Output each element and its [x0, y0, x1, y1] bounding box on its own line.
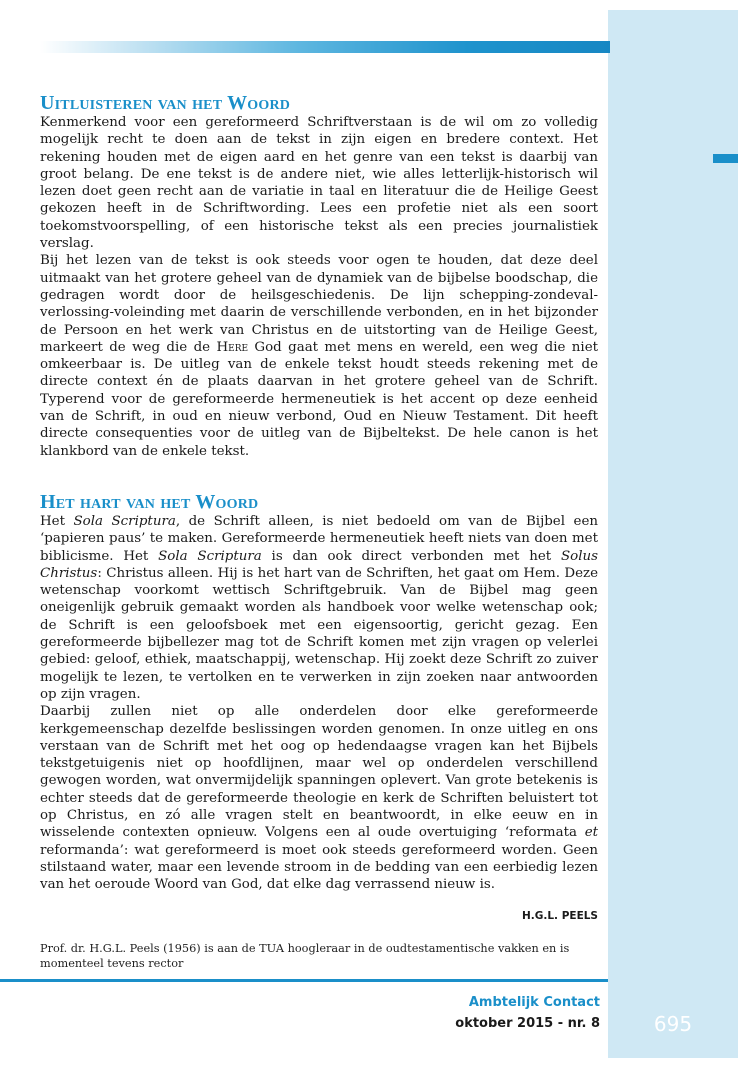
magazine-title: Ambtelijk Contact: [468, 995, 600, 1010]
author-signature: H.G.L. PEELS: [521, 910, 598, 923]
page-number: 695: [653, 1012, 693, 1036]
issue-info: oktober 2015 - nr. 8: [455, 1016, 600, 1031]
author-bio: Prof. dr. H.G.L. Peels (1956) is aan de TUA hoogleraar in de oudtestamentische vakken en is momenteel tevens rector: [40, 941, 570, 970]
footer-divider: [0, 979, 608, 982]
paragraph-2-2: Daarbij zullen niet op alle onderdelen door elke gereformeerde kerkgemeenschap dezelfde beslissingen worden genomen. In onze uitleg en ons verstaan van de Schrift met het oog op hedendaagse vragen kan het Bijbels tekstgetuigenis niet op hoofdlijnen, maar wel op onderdelen verschillend gewogen worden, wat onvermijdelijk spanningen oplevert. Van grote betekenis is echter steeds dat de gereformeerde theologie en kerk de Schriften beluistert tot op Christus, en zó alle vragen stelt en beantwoordt, in elke eeuw en in wisselende contexten opnieuw. Volgens een al oude overtuiging ‘reformata et reformanda’: wat gereformeerd is moet ook steeds gereformeerd worden. Geen stilstaand water, maar een levende stroom in de bedding van een eerbiedig lezen van het oeroude Woord van God, dat elke dag verrassend nieuw is.: [40, 704, 598, 893]
paragraph-1-1: Kenmerkend voor een gereformeerd Schriftverstaan is de wil om zo volledig mogelijk recht te doen aan de tekst in zijn eigen en bredere context. Het rekening houden met de eigen aard en het genre van een tekst is daarbij van groot belang. De ene tekst is de andere niet, wie alles letterlijk-historisch wil lezen doet geen recht aan de variatie in taal en literatuur die de Heilige Geest gekozen heeft in de Schriftwording. Lees een profetie niet als een soort toekomstvoorspelling, of een historische tekst als een precies journalistiek verslag.: [40, 115, 598, 252]
paragraph-1-2: Bij het lezen van de tekst is ook steeds voor ogen te houden, dat deze deel uitmaakt van het grotere geheel van de dynamiek van de bijbelse boodschap, die gedragen wordt door de heilsgeschiedenis. De lijn schepping-zondeval-verlossing-voleinding met daarin de verschillende verbonden, en in het bijzonder de Persoon en het werk van Christus en de uitstorting van de Heilige Geest, markeert de weg die de Here God gaat met mens en wereld, een weg die niet omkeerbaar is. De uitleg van de enkele tekst houdt steeds rekening met de directe context én de plaats daarvan in het grotere geheel van de Schrift. Typerend voor de gereformeerde hermeneutiek is het accent op deze eenheid van de Schrift, in oud en nieuw verbond, Oud en Nieuw Testament. Dit heeft directe consequenties voor de uitleg van de Bijbeltekst. De hele canon is het klankbord van de enkele tekst.: [40, 253, 598, 459]
side-marker: [713, 154, 738, 163]
section-heading-2: Het hart van het Woord: [40, 490, 259, 513]
paragraph-2-1: Het Sola Scriptura, de Schrift alleen, is niet bedoeld om van de Bijbel een ‘papieren paus’ te maken. Gereformeerde hermeneutiek heeft niets van doen met biblicisme. Het Sola Scriptura is dan ook direct verbonden met het Solus Christus: Christus alleen. Hij is het hart van de Schriften, het gaat om Hem. Deze wetenschap voorkomt wettisch Schriftgebruik. Van de Bijbel mag geen oneigenlijk gebruik gemaakt worden als handboek voor welke wetenschap ook; de Schrift is een geloofsboek met een eigensoortig, gericht gezag. Een gereformeerde bijbellezer mag tot de Schrift komen met zijn vragen op velerlei gebied: geloof, ethiek, maatschappij, wetenschap. Hij zoekt deze Schrift zo zuiver mogelijk te lezen, te vertolken en te verwerken in zijn zoeken naar antwoorden op zijn vragen.: [40, 513, 598, 702]
side-panel: [608, 10, 738, 1058]
section-heading-1: Uitluisteren van het Woord: [40, 92, 291, 114]
top-gradient-bar: [40, 41, 610, 53]
article-body: [40, 92, 598, 971]
